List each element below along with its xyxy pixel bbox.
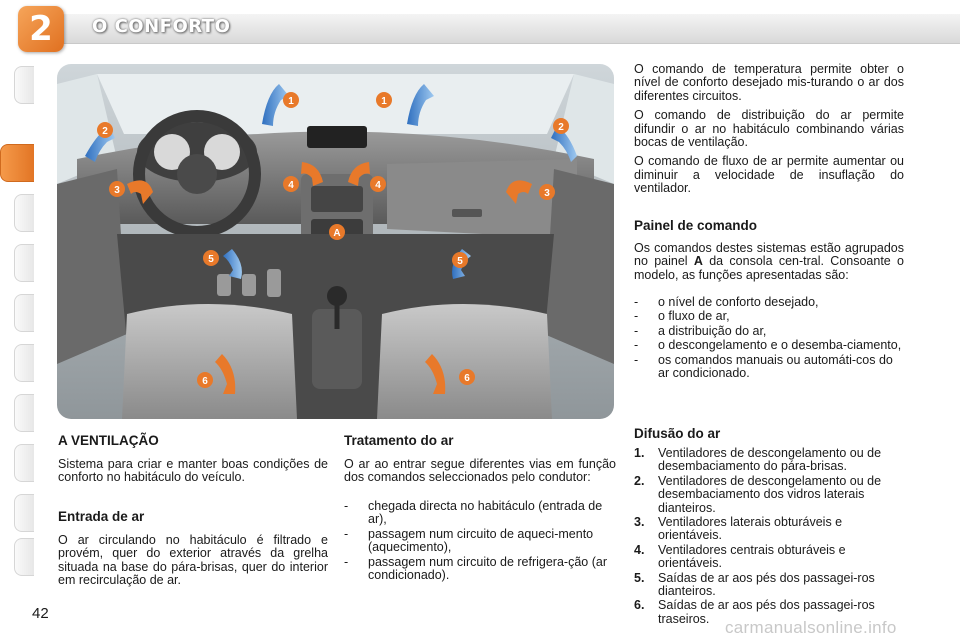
list-item: 3. Ventiladores laterais obturáveis e orientáveis. [634, 515, 843, 543]
ventilacao-intro: Sistema para criar e manter boas condições de conforto no habitáculo do veículo. [58, 457, 328, 485]
vent-marker-1-left [283, 92, 299, 108]
control-panel-marker-a [329, 224, 345, 240]
svg-text:3: 3 [114, 185, 120, 196]
painel-list [634, 296, 904, 381]
vent-marker-2-right [553, 118, 569, 134]
chapter-tab-8[interactable] [14, 444, 34, 482]
list-item: - o descongelamento e o desemba-ciamento, [634, 338, 902, 353]
subsection-title-painel-de-comando: Painel de comando [634, 218, 758, 233]
list-item: - os comandos manuais ou automáti-cos do ar condicionado. [634, 352, 893, 381]
vent-marker-3-left [109, 181, 125, 197]
svg-text:5: 5 [457, 256, 463, 267]
temperature-control-paragraph: O comando de temperatura permite obter o nível de conforto desejado mis-turando o ar dos diferentes circuitos. [634, 62, 904, 103]
distribution-control-paragraph: O comando de distribuição do ar permite difundir o ar no habitáculo combinando várias bocas de ventilação. [634, 108, 904, 150]
vent-marker-5-right [452, 252, 468, 268]
vent-marker-3-right [539, 184, 555, 200]
difusao-list [634, 447, 904, 627]
watermark: carmanualsonline.info [725, 618, 897, 637]
chapter-tabs [0, 66, 34, 576]
chapter-tab-6[interactable] [14, 344, 34, 382]
svg-text:6: 6 [464, 373, 470, 384]
chapter-title: O CONFORTO [92, 16, 231, 37]
list-item: 4. Ventiladores centrais obturáveis e orientáveis. [634, 542, 846, 571]
list-item: - chegada directa no habitáculo (entrada de ar), [344, 499, 603, 527]
subsection-title-difusao-do-ar: Difusão do ar [634, 426, 721, 441]
vent-marker-2-left [97, 122, 113, 138]
vent-marker-5-left [203, 250, 219, 266]
chapter-tab-7[interactable] [14, 394, 34, 432]
chapter-tab-10[interactable] [14, 538, 34, 576]
car-interior-illustration [57, 64, 614, 419]
list-item: - passagem num circuito de aqueci-mento (aquecimento), [344, 526, 594, 555]
chapter-tab-9[interactable] [14, 494, 34, 532]
comandos-text [634, 63, 904, 202]
page-number: 42 [32, 605, 49, 622]
subsection-title-tratamento: Tratamento do ar [344, 433, 454, 448]
svg-text:6: 6 [202, 376, 208, 387]
svg-text:1: 1 [381, 96, 387, 107]
chapter-number-badge: 2 [18, 6, 64, 52]
svg-text:4: 4 [375, 180, 381, 191]
chapter-tab-1[interactable] [14, 66, 34, 104]
svg-text:1: 1 [288, 96, 294, 107]
tratamento-list [344, 500, 616, 583]
svg-text:2: 2 [558, 122, 564, 133]
list-item: - passagem num circuito de refrigera-ção (ar condicionado). [344, 554, 607, 583]
list-item: 2. Ventiladores de descongelamento ou de desembaciamento dos vidros laterais dianteiros. [634, 473, 882, 515]
panel-a-label: A [693, 254, 703, 269]
svg-text:A: A [333, 228, 341, 239]
svg-text:5: 5 [208, 254, 214, 265]
vent-marker-6-right [459, 369, 475, 385]
chapter-tab-2-active[interactable] [0, 144, 34, 182]
painel-intro: Os comandos destes sistemas estão agrupados no painel A da consola cen-tral. Consoante o modelo, as funções apresentadas são: [634, 241, 905, 282]
section-title-ventilacao: A VENTILAÇÃO [58, 433, 159, 448]
vent-marker-6-left [197, 372, 213, 388]
page-header [0, 0, 960, 60]
car-interior-drawing [57, 64, 614, 419]
vent-marker-4-right [370, 176, 386, 192]
svg-text:3: 3 [544, 188, 550, 199]
subsection-title-entrada-de-ar: Entrada de ar [58, 509, 145, 524]
vent-marker-1-right [376, 92, 392, 108]
list-item: 6. Saídas de ar aos pés dos passagei-ros traseiros. [634, 598, 875, 626]
airflow-control-paragraph: O comando de fluxo de ar permite aumentar ou diminuir a velocidade de insuflação do ventilador. [634, 154, 904, 196]
list-item: 1. Ventiladores de descongelamento ou de desembaciamento do pára-brisas. [634, 446, 882, 474]
vent-marker-4-left [283, 176, 299, 192]
tratamento-intro: O ar ao entrar segue diferentes vias em função dos comandos seleccionados pelo condutor: [344, 457, 616, 485]
svg-text:2: 2 [102, 126, 108, 137]
svg-text:4: 4 [288, 180, 294, 191]
chapter-tab-5[interactable] [14, 294, 34, 332]
list-item: - a distribuição do ar, [634, 323, 767, 338]
chapter-tab-4[interactable] [14, 244, 34, 282]
list-item: 5. Saídas de ar aos pés dos passagei-ros dianteiros. [634, 570, 875, 599]
list-item: - o nível de conforto desejado, [634, 295, 819, 309]
chapter-tab-3[interactable] [14, 194, 34, 232]
entrada-de-ar-text: O ar circulando no habitáculo é filtrado e provém, quer do exterior através da grelha situada na base do pára-brisas, quer do interior em recirculação de ar. [58, 533, 328, 588]
list-item: - o fluxo de ar, [634, 309, 730, 324]
